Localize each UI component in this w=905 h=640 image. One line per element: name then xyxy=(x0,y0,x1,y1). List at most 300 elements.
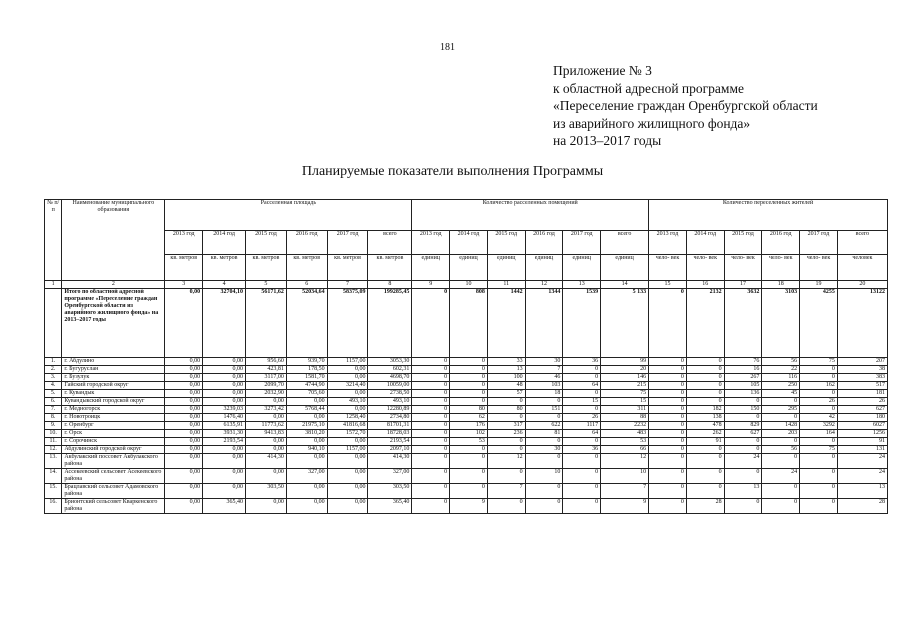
row-value: 0 xyxy=(450,382,488,390)
row-value: 3239,03 xyxy=(203,406,246,414)
row-value: 0 xyxy=(762,454,800,469)
row-value: 4698,70 xyxy=(368,374,412,382)
row-value: 414,30 xyxy=(368,454,412,469)
row-value: 13122 xyxy=(837,289,887,358)
row-num: 9. xyxy=(45,422,62,430)
row-value: 0 xyxy=(487,469,525,484)
row-value: 493,10 xyxy=(368,398,412,406)
row-value: 236 xyxy=(487,430,525,438)
row-value: 939,70 xyxy=(286,358,327,366)
row-value: 45 xyxy=(762,390,800,398)
header-year: всего xyxy=(601,231,649,255)
row-value: 4744,90 xyxy=(286,382,327,390)
appendix-line: из аварийного жилищного фонда» xyxy=(553,115,751,131)
row-value: 0,00 xyxy=(165,390,203,398)
row-value: 0,00 xyxy=(165,430,203,438)
row-value: 38 xyxy=(837,366,887,374)
row-value: 0,00 xyxy=(165,398,203,406)
row-value: 0 xyxy=(686,390,724,398)
row-value: 303,50 xyxy=(368,484,412,499)
row-value: 0 xyxy=(800,374,838,382)
row-value: 162 xyxy=(800,382,838,390)
row-value: 26 xyxy=(800,398,838,406)
header-num: № п/п xyxy=(45,200,62,281)
row-value: 0,00 xyxy=(165,374,203,382)
row-value: 0 xyxy=(724,469,762,484)
row-value: 116 xyxy=(762,374,800,382)
row-value: 6135,91 xyxy=(203,422,246,430)
row-name: Кувандыкский городской округ xyxy=(62,398,165,406)
row-value: 0 xyxy=(412,398,450,406)
row-value: 6027 xyxy=(837,422,887,430)
indicators-table xyxy=(44,199,888,514)
row-value: 0,00 xyxy=(327,406,368,414)
row-value: 0 xyxy=(649,499,687,514)
row-value: 0,00 xyxy=(286,499,327,514)
column-index: 16 xyxy=(686,281,724,289)
row-value: 0 xyxy=(450,446,488,454)
table-row-total xyxy=(45,289,888,358)
row-value: 15 xyxy=(601,398,649,406)
row-value: 3273,42 xyxy=(246,406,287,414)
row-value: 203 xyxy=(762,430,800,438)
row-value: 164 xyxy=(800,430,838,438)
header-year: 2016 год xyxy=(762,231,800,255)
row-value: 0,00 xyxy=(286,414,327,422)
row-value: 0 xyxy=(412,414,450,422)
row-value: 0 xyxy=(649,358,687,366)
row-value: 0 xyxy=(686,484,724,499)
row-value: 12280,89 xyxy=(368,406,412,414)
row-value: 75 xyxy=(800,446,838,454)
row-value: 80 xyxy=(450,406,488,414)
row-value: 0,00 xyxy=(246,469,287,484)
row-value: 0 xyxy=(724,446,762,454)
row-value: 1117 xyxy=(563,422,601,430)
row-value: 0 xyxy=(800,454,838,469)
row-value: 131 xyxy=(837,446,887,454)
row-name: Ассекеевский сельсовет Асекеевского района xyxy=(62,469,165,484)
row-value: 7 xyxy=(525,366,563,374)
header-row-years xyxy=(45,231,888,255)
row-value: 0 xyxy=(649,406,687,414)
row-value: 303,50 xyxy=(246,484,287,499)
row-value: 12 xyxy=(487,454,525,469)
row-name: Гайский городской округ xyxy=(62,382,165,390)
row-value: 0 xyxy=(762,499,800,514)
page-number: 181 xyxy=(440,42,455,53)
row-value: 0 xyxy=(563,390,601,398)
row-value: 0 xyxy=(800,406,838,414)
row-value: 0 xyxy=(649,374,687,382)
row-value: 0 xyxy=(686,366,724,374)
table-row xyxy=(45,446,888,454)
row-value: 383 xyxy=(837,374,887,382)
row-value: 105 xyxy=(724,382,762,390)
row-value: 0 xyxy=(412,382,450,390)
row-value: 30 xyxy=(525,358,563,366)
row-value: 80 xyxy=(487,406,525,414)
header-area: Расселенная площадь xyxy=(165,200,412,231)
header-year: 2013 год xyxy=(412,231,450,255)
row-value: 18 xyxy=(525,390,563,398)
row-value: 0,00 xyxy=(203,382,246,390)
row-value: 151 xyxy=(525,406,563,414)
row-value: 24 xyxy=(837,469,887,484)
row-value: 2193,54 xyxy=(203,438,246,446)
row-value: 0 xyxy=(649,390,687,398)
row-value: 46 xyxy=(525,374,563,382)
row-value: 0,00 xyxy=(165,366,203,374)
appendix-line: к областной адресной программе xyxy=(553,80,744,96)
row-value: 64 xyxy=(563,382,601,390)
row-value: 2099,70 xyxy=(246,382,287,390)
header-unit: кв. метров xyxy=(203,255,246,281)
table-row xyxy=(45,366,888,374)
row-value: 0,00 xyxy=(246,414,287,422)
row-value: 2232 xyxy=(601,422,649,430)
row-value: 10 xyxy=(525,469,563,484)
row-name: Брионтский сельсовет Кваркенского района xyxy=(62,499,165,514)
row-value: 5 133 xyxy=(601,289,649,358)
row-name: г. Бузулук xyxy=(62,374,165,382)
row-value: 0 xyxy=(563,438,601,446)
row-value: 3214,40 xyxy=(327,382,368,390)
row-value: 181 xyxy=(837,390,887,398)
row-value: 0 xyxy=(563,374,601,382)
row-value: 5768,44 xyxy=(286,406,327,414)
row-value: 0 xyxy=(450,469,488,484)
row-value: 0 xyxy=(563,469,601,484)
row-value: 7 xyxy=(487,484,525,499)
row-value: 0 xyxy=(412,406,450,414)
row-value: 365,40 xyxy=(203,499,246,514)
row-value: 36 xyxy=(563,446,601,454)
row-value: 1157,00 xyxy=(327,446,368,454)
header-people: Количество переселенных жителей xyxy=(649,200,888,231)
row-value: 11773,62 xyxy=(246,422,287,430)
row-value: 36 xyxy=(563,358,601,366)
row-value: 0,00 xyxy=(165,406,203,414)
header-year: 2013 год xyxy=(165,231,203,255)
row-name: Абдулинский городской округ xyxy=(62,446,165,454)
row-value: 207 xyxy=(837,358,887,366)
row-value: 0,00 xyxy=(203,469,246,484)
row-value: 0 xyxy=(762,398,800,406)
row-name: Акбулакский поссовет Акбулакского района xyxy=(62,454,165,469)
row-value: 0 xyxy=(649,430,687,438)
row-value: 0 xyxy=(450,374,488,382)
row-value: 0,00 xyxy=(165,499,203,514)
row-value: 1344 xyxy=(525,289,563,358)
row-num: 11. xyxy=(45,438,62,446)
row-value: 3053,30 xyxy=(368,358,412,366)
row-num: 4. xyxy=(45,382,62,390)
row-value: 0 xyxy=(724,414,762,422)
column-index: 7 xyxy=(327,281,368,289)
row-value: 2097,10 xyxy=(368,446,412,454)
row-value: 9 xyxy=(450,499,488,514)
header-rooms: Количество расселенных помещений xyxy=(412,200,649,231)
row-value: 1476,40 xyxy=(203,414,246,422)
row-value: 0 xyxy=(525,438,563,446)
row-value: 75 xyxy=(601,390,649,398)
row-value: 0,00 xyxy=(327,438,368,446)
header-unit: кв. метров xyxy=(368,255,412,281)
header-year: 2013 год xyxy=(649,231,687,255)
row-value: 0,00 xyxy=(327,366,368,374)
row-name: г. Кувандык xyxy=(62,390,165,398)
column-index: 4 xyxy=(203,281,246,289)
row-value: 0,00 xyxy=(286,398,327,406)
row-value: 0,00 xyxy=(203,398,246,406)
row-value: 24 xyxy=(724,454,762,469)
row-value: 16 xyxy=(724,366,762,374)
row-value: 146 xyxy=(601,374,649,382)
row-value: 0,00 xyxy=(165,446,203,454)
column-index: 15 xyxy=(649,281,687,289)
row-value: 1157,00 xyxy=(327,358,368,366)
row-value: 0 xyxy=(450,484,488,499)
row-value: 327,00 xyxy=(368,469,412,484)
column-index: 17 xyxy=(724,281,762,289)
row-value: 414,30 xyxy=(246,454,287,469)
row-value: 0 xyxy=(525,398,563,406)
row-value: 3103 xyxy=(762,289,800,358)
row-value: 3632 xyxy=(724,289,762,358)
row-value: 0,00 xyxy=(327,499,368,514)
header-unit: кв. метров xyxy=(286,255,327,281)
row-value: 88 xyxy=(601,414,649,422)
column-index: 18 xyxy=(762,281,800,289)
row-value: 178,50 xyxy=(286,366,327,374)
row-value: 0,00 xyxy=(203,484,246,499)
row-value: 0 xyxy=(762,484,800,499)
row-value: 0 xyxy=(649,484,687,499)
row-value: 829 xyxy=(724,422,762,430)
row-value: 1539 xyxy=(563,289,601,358)
row-value: 622 xyxy=(525,422,563,430)
header-unit: кв. метров xyxy=(246,255,287,281)
row-value: 0 xyxy=(525,499,563,514)
row-num: 15. xyxy=(45,484,62,499)
row-value: 0,00 xyxy=(203,446,246,454)
row-value: 0 xyxy=(649,469,687,484)
row-value: 0,00 xyxy=(327,374,368,382)
row-value: 0,00 xyxy=(246,438,287,446)
column-index: 11 xyxy=(487,281,525,289)
header-unit: единиц xyxy=(487,255,525,281)
row-value: 0 xyxy=(724,398,762,406)
row-value: 0 xyxy=(450,366,488,374)
row-value: 76 xyxy=(724,358,762,366)
row-value: 0 xyxy=(563,366,601,374)
appendix-line: на 2013–2017 годы xyxy=(553,133,662,148)
header-year: 2017 год xyxy=(800,231,838,255)
row-value: 0 xyxy=(800,484,838,499)
row-value: 0 xyxy=(412,484,450,499)
column-index: 5 xyxy=(246,281,287,289)
table-row xyxy=(45,406,888,414)
row-value: 0 xyxy=(724,499,762,514)
row-value: 0,00 xyxy=(327,390,368,398)
header-unit: чело- век xyxy=(724,255,762,281)
table-row xyxy=(45,398,888,406)
row-value: 0 xyxy=(487,446,525,454)
row-name: Брацлавский сельсовет Адамовского района xyxy=(62,484,165,499)
row-value: 0 xyxy=(487,414,525,422)
column-index: 12 xyxy=(525,281,563,289)
row-value: 56 xyxy=(762,358,800,366)
row-value: 0,00 xyxy=(203,366,246,374)
column-index: 20 xyxy=(837,281,887,289)
table-row xyxy=(45,414,888,422)
row-value: 0 xyxy=(412,390,450,398)
header-unit: чело- век xyxy=(686,255,724,281)
row-value: 81701,31 xyxy=(368,422,412,430)
row-value: 3117,00 xyxy=(246,374,287,382)
header-unit: человек xyxy=(837,255,887,281)
header-unit: единиц xyxy=(450,255,488,281)
row-value: 13 xyxy=(487,366,525,374)
row-value: 0,00 xyxy=(203,374,246,382)
row-value: 0 xyxy=(487,438,525,446)
row-value: 2032,90 xyxy=(246,390,287,398)
row-value: 0,00 xyxy=(165,422,203,430)
header-unit: единиц xyxy=(563,255,601,281)
row-value: 0 xyxy=(412,358,450,366)
header-unit: чело- век xyxy=(800,255,838,281)
row-value: 0,00 xyxy=(286,484,327,499)
row-value: 28 xyxy=(686,499,724,514)
column-index: 9 xyxy=(412,281,450,289)
row-value: 2132 xyxy=(686,289,724,358)
table-row xyxy=(45,499,888,514)
row-value: 99 xyxy=(601,358,649,366)
table-row xyxy=(45,430,888,438)
header-year: 2016 год xyxy=(286,231,327,255)
row-value: 75 xyxy=(800,358,838,366)
row-value: 136 xyxy=(724,390,762,398)
row-value: 57 xyxy=(487,390,525,398)
row-value: 0 xyxy=(649,446,687,454)
row-num: 7. xyxy=(45,406,62,414)
row-value: 0,00 xyxy=(165,469,203,484)
row-num xyxy=(45,289,62,358)
header-unit: чело- век xyxy=(649,255,687,281)
row-value: 0 xyxy=(686,398,724,406)
row-value: 0 xyxy=(563,484,601,499)
row-value: 0,00 xyxy=(327,469,368,484)
row-name: г. Сорочинск xyxy=(62,438,165,446)
column-index: 19 xyxy=(800,281,838,289)
row-value: 0,00 xyxy=(246,446,287,454)
row-value: 0 xyxy=(525,454,563,469)
row-value: 138 xyxy=(686,414,724,422)
row-value: 21975,10 xyxy=(286,422,327,430)
row-value: 20 xyxy=(601,366,649,374)
row-value: 0 xyxy=(487,499,525,514)
row-value: 1428 xyxy=(762,422,800,430)
header-year: 2014 год xyxy=(450,231,488,255)
row-value: 478 xyxy=(686,422,724,430)
row-value: 0 xyxy=(686,469,724,484)
row-value: 327,00 xyxy=(286,469,327,484)
row-value: 0,00 xyxy=(165,414,203,422)
row-value: 58375,09 xyxy=(327,289,368,358)
row-value: 56171,62 xyxy=(246,289,287,358)
row-value: 1572,70 xyxy=(327,430,368,438)
table-row xyxy=(45,422,888,430)
row-value: 0,00 xyxy=(165,454,203,469)
row-value: 0 xyxy=(800,438,838,446)
row-value: 10 xyxy=(601,469,649,484)
row-value: 30 xyxy=(525,446,563,454)
row-value: 7 xyxy=(601,484,649,499)
row-name: г. Медногорск xyxy=(62,406,165,414)
header-year: 2015 год xyxy=(487,231,525,255)
row-value: 0 xyxy=(563,499,601,514)
column-index: 1 xyxy=(45,281,62,289)
row-value: 0,00 xyxy=(203,454,246,469)
row-value: 0 xyxy=(649,454,687,469)
row-value: 26 xyxy=(563,414,601,422)
row-value: 0 xyxy=(412,422,450,430)
row-value: 53 xyxy=(601,438,649,446)
row-value: 102 xyxy=(450,430,488,438)
row-value: 0 xyxy=(762,414,800,422)
row-value: 66 xyxy=(601,446,649,454)
row-value: 9 xyxy=(601,499,649,514)
row-value: 91 xyxy=(686,438,724,446)
row-value: 10059,00 xyxy=(368,382,412,390)
row-num: 1. xyxy=(45,358,62,366)
header-row-index xyxy=(45,281,888,289)
row-value: 262 xyxy=(686,430,724,438)
row-value: 0 xyxy=(649,289,687,358)
table-row xyxy=(45,374,888,382)
row-value: 0 xyxy=(686,374,724,382)
row-value: 956,60 xyxy=(246,358,287,366)
row-value: 13 xyxy=(724,484,762,499)
row-value: 0,00 xyxy=(246,499,287,514)
row-value: 295 xyxy=(762,406,800,414)
table-row xyxy=(45,469,888,484)
row-value: 311 xyxy=(601,406,649,414)
table-row xyxy=(45,358,888,366)
row-value: 0,00 xyxy=(203,358,246,366)
row-value: 62 xyxy=(450,414,488,422)
header-row-units xyxy=(45,255,888,281)
row-value: 250 xyxy=(762,382,800,390)
row-value: 627 xyxy=(724,430,762,438)
row-value: 0 xyxy=(800,366,838,374)
header-unit: единиц xyxy=(412,255,450,281)
row-value: 2193,54 xyxy=(368,438,412,446)
header-unit: единиц xyxy=(525,255,563,281)
row-name: г. Абдулино xyxy=(62,358,165,366)
row-value: 15 xyxy=(563,398,601,406)
row-value: 0 xyxy=(412,374,450,382)
row-value: 18728,03 xyxy=(368,430,412,438)
row-value: 91 xyxy=(837,438,887,446)
header-unit: кв. метров xyxy=(165,255,203,281)
row-value: 24 xyxy=(837,454,887,469)
row-value: 0 xyxy=(450,454,488,469)
row-value: 176 xyxy=(450,422,488,430)
row-value: 517 xyxy=(837,382,887,390)
row-value: 0,00 xyxy=(286,438,327,446)
